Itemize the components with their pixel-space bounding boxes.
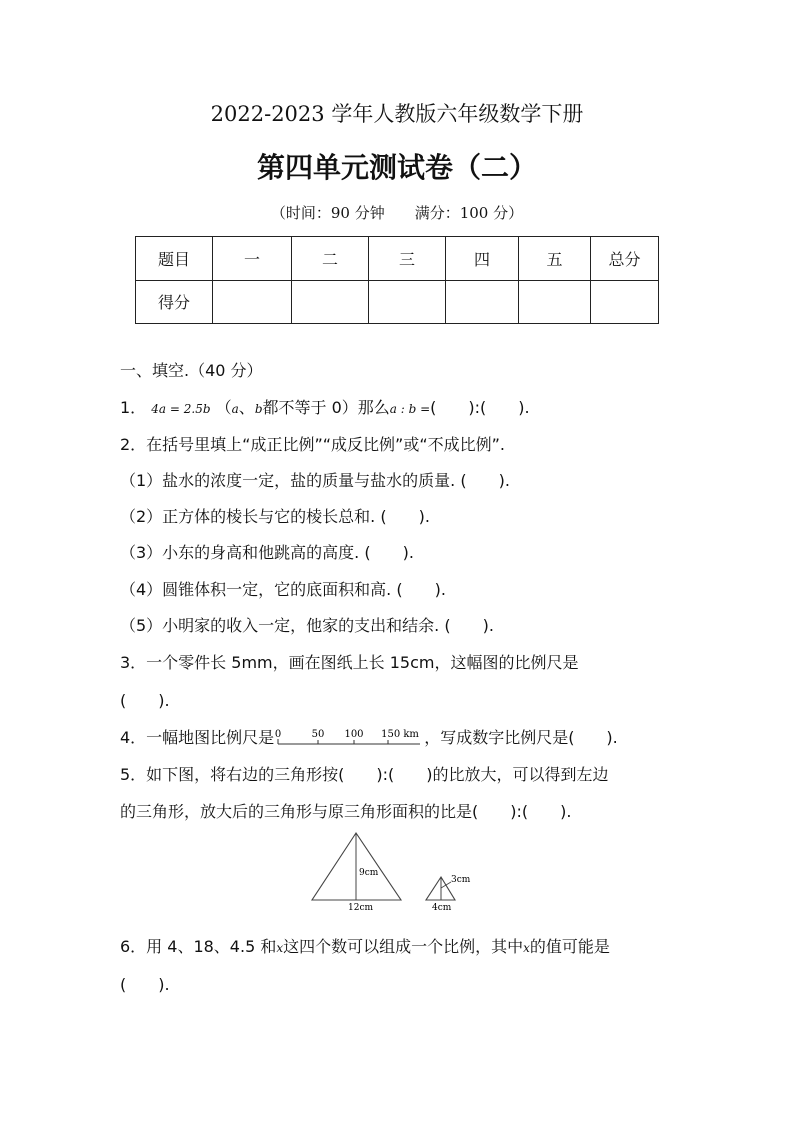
question-2-item-1[interactable]: （1）盐水的浓度一定，盐的质量与盐水的质量. ( ). (120, 471, 510, 490)
question-4 (120, 725, 618, 750)
scale-label: 100 (344, 728, 364, 740)
header-cell: 总分 (591, 237, 659, 281)
header-cell: 五 (519, 237, 591, 281)
header-cell: 三 (369, 237, 446, 281)
condition-open: （ (215, 398, 232, 417)
score-cell[interactable] (369, 280, 446, 324)
variable-b: b (254, 402, 263, 416)
score-table (135, 236, 659, 324)
question-5-line-1[interactable]: 5．如下图，将右边的三角形按( ):( )的比放大，可以得到左边 (120, 765, 609, 784)
condition-text: 都不等于 0）那么 (262, 398, 390, 417)
score-cell[interactable] (591, 280, 659, 324)
header-cell: 四 (446, 237, 519, 281)
variable-x: x (523, 941, 530, 955)
small-base-label: 4cm (432, 903, 452, 913)
score-cell[interactable] (213, 280, 292, 324)
score-cell[interactable] (519, 280, 591, 324)
triangle-figure (310, 830, 480, 915)
score-cell[interactable] (292, 280, 369, 324)
variable-a: a (231, 402, 239, 416)
line-scale-bar (274, 728, 424, 750)
scale-label: 150 km (381, 728, 420, 740)
question-1 (120, 395, 530, 418)
scale-label: 0 (275, 728, 282, 740)
answer-blanks[interactable]: ( ):( ). (430, 398, 530, 417)
variable-x: x (276, 941, 284, 955)
question-4-text: 4．一幅地图比例尺是 (120, 728, 275, 747)
question-6-line-1 (120, 934, 610, 957)
question-2-item-4[interactable]: （4）圆锥体积一定，它的底面积和高. ( ). (120, 580, 446, 599)
score-cell[interactable] (446, 280, 519, 324)
score-table-score-row (136, 280, 659, 324)
question-6-text-b: 这四个数可以组成一个比例，其中 (283, 937, 524, 956)
large-height-label: 9cm (359, 868, 379, 878)
question-6-text-a: 6．用 4、18、4.5 和 (120, 937, 277, 956)
test-subtitle: 第四单元测试卷（二） (256, 151, 537, 184)
scale-label: 50 (311, 728, 325, 740)
question-2-item-2[interactable]: （2）正方体的棱长与它的棱长总和. ( ). (120, 507, 430, 526)
question-3-answer[interactable]: ( ). (120, 691, 170, 710)
ratio-expression: a : b = (389, 402, 431, 416)
question-2-stem: 2．在括号里填上“成正比例”“成反比例”或“不成比例”. (120, 435, 506, 454)
scale-bar-graphic (274, 728, 424, 750)
question-2-item-5[interactable]: （5）小明家的收入一定，他家的支出和结余. ( ). (120, 616, 494, 635)
document-title: 2022-2023 学年人教版六年级数学下册 (210, 102, 584, 126)
question-6-answer[interactable]: ( ). (120, 975, 170, 994)
question-number: 1． (120, 398, 147, 417)
question-4-answer[interactable]: ，写成数字比例尺是( ). (424, 728, 618, 747)
small-height-label: 3cm (451, 875, 471, 885)
question-3-line-1: 3．一个零件长 5mm，画在图纸上长 15cm，这幅图的比例尺是 (120, 653, 579, 672)
header-cell: 题目 (136, 237, 213, 281)
question-5-line-2[interactable]: 的三角形，放大后的三角形与原三角形面积的比是( ):( ). (120, 802, 572, 821)
row-label-cell: 得分 (136, 280, 213, 324)
header-cell: 一 (213, 237, 292, 281)
large-base-label: 12cm (348, 903, 374, 913)
time-and-score-info: （时间：90 分钟 满分：100 分） (270, 204, 524, 222)
section-heading: 一、填空.（40 分） (120, 361, 263, 380)
condition-sep: 、 (238, 398, 255, 417)
question-6-text-c: 的值可能是 (529, 937, 610, 956)
formula: 4a = 2.5b (151, 402, 211, 416)
score-table-header-row (136, 237, 659, 281)
height-pointer (441, 882, 451, 888)
question-2-item-3[interactable]: （3）小东的身高和他跳高的高度. ( ). (120, 543, 414, 562)
header-cell: 二 (292, 237, 369, 281)
